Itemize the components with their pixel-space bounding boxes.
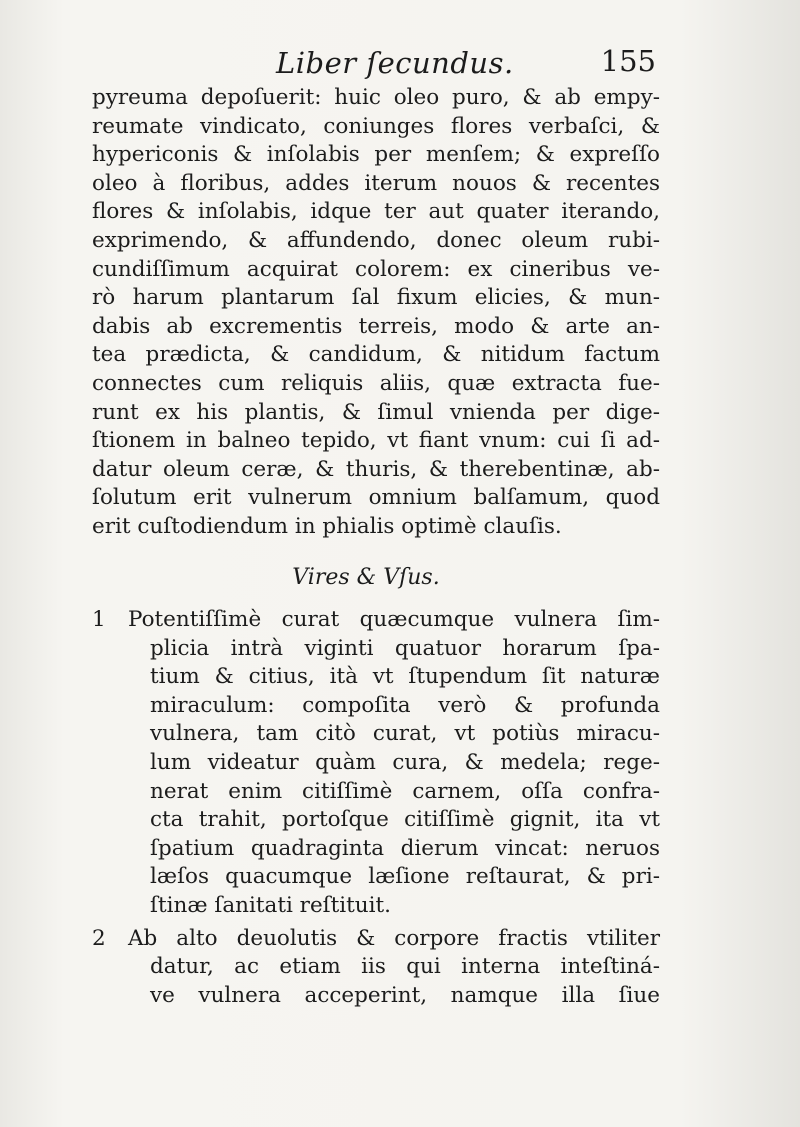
text-line: reumate vindicato, coniunges flores verbaſci, & (92, 113, 660, 139)
page-number: 155 (600, 44, 656, 78)
list-item (92, 606, 660, 921)
text-line: Potentiſſimè curat quæcumque vulnera ſim- (128, 607, 660, 633)
item-number: 1 (92, 607, 106, 633)
text-line: læſos quacumque læſione reſtaurat, & pri- (150, 864, 660, 890)
text-line: erit cuſtodiendum in phialis optimè clauſis. (92, 513, 562, 539)
item-number: 2 (92, 925, 106, 951)
section-heading: Vires & Vſus. (292, 564, 440, 590)
text-line: plicia intrà viginti quatuor horarum ſpa- (150, 635, 660, 661)
text-line: runt ex his plantis, & ſimul vnienda per dige- (92, 399, 660, 425)
text-line: oleo à floribus, addes iterum nouos & recentes (92, 170, 660, 196)
text-line: nerat enim citiſſimè carnem, oſſa confra- (150, 778, 660, 804)
text-line: hypericonis & inſolabis per menſem; & expreſſo (92, 142, 660, 168)
text-line: miraculum: compoſita verò & profunda (150, 692, 660, 718)
recipe-paragraph (92, 84, 660, 542)
text-line: ſtionem in balneo tepido, vt fiant vnum: cui ſi ad- (92, 428, 660, 454)
text-line: dabis ab excrementis terreis, modo & arte an- (92, 313, 660, 339)
text-line: datur, ac etiam iis qui interna inteſtiná- (150, 954, 660, 980)
text-line: tium & citius, ità vt ſtupendum ſit naturæ (150, 664, 660, 690)
text-line: ſpatium quadraginta dierum vincat: neruos (150, 835, 660, 861)
text-line: vulnera, tam citò curat, vt potiùs miracu- (150, 721, 660, 747)
text-line: connectes cum reliquis aliis, quæ extracta fue- (92, 370, 660, 396)
text-line: cta trahit, portoſque citiſſimè gignit, ita vt (150, 807, 660, 833)
text-line: ſtinæ ſanitati reſtituit. (150, 893, 391, 919)
text-line: cundiſſimum acquirat colorem: ex cineribus ve- (92, 256, 660, 282)
text-line: ſolutum erit vulnerum omnium balſamum, quod (92, 485, 660, 511)
text-line: flores & inſolabis, idque ter aut quater iterando, (92, 199, 660, 225)
text-line: lum videatur quàm cura, & medela; rege- (150, 750, 660, 776)
numbered-list (92, 606, 660, 1010)
text-line: pyreuma depoſuerit: huic oleo puro, & ab empy- (92, 85, 660, 110)
text-line: exprimendo, & affundendo, donec oleum rubi- (92, 227, 660, 253)
text-line: rò harum plantarum ſal fixum elicies, & mun- (92, 285, 660, 311)
text-line: ve vulnera acceperint, namque illa ſiue (150, 982, 660, 1008)
text-line: Ab alto deuolutis & corpore fractis vtiliter (128, 925, 660, 951)
list-item (92, 925, 660, 1011)
body-text (92, 84, 660, 1014)
text-line: datur oleum ceræ, & thuris, & therebentinæ, ab- (92, 456, 660, 482)
running-title: Liber ſecundus. (276, 46, 514, 80)
page-header (96, 42, 656, 82)
text-line: tea prædicta, & candidum, & nitidum factum (92, 342, 660, 368)
